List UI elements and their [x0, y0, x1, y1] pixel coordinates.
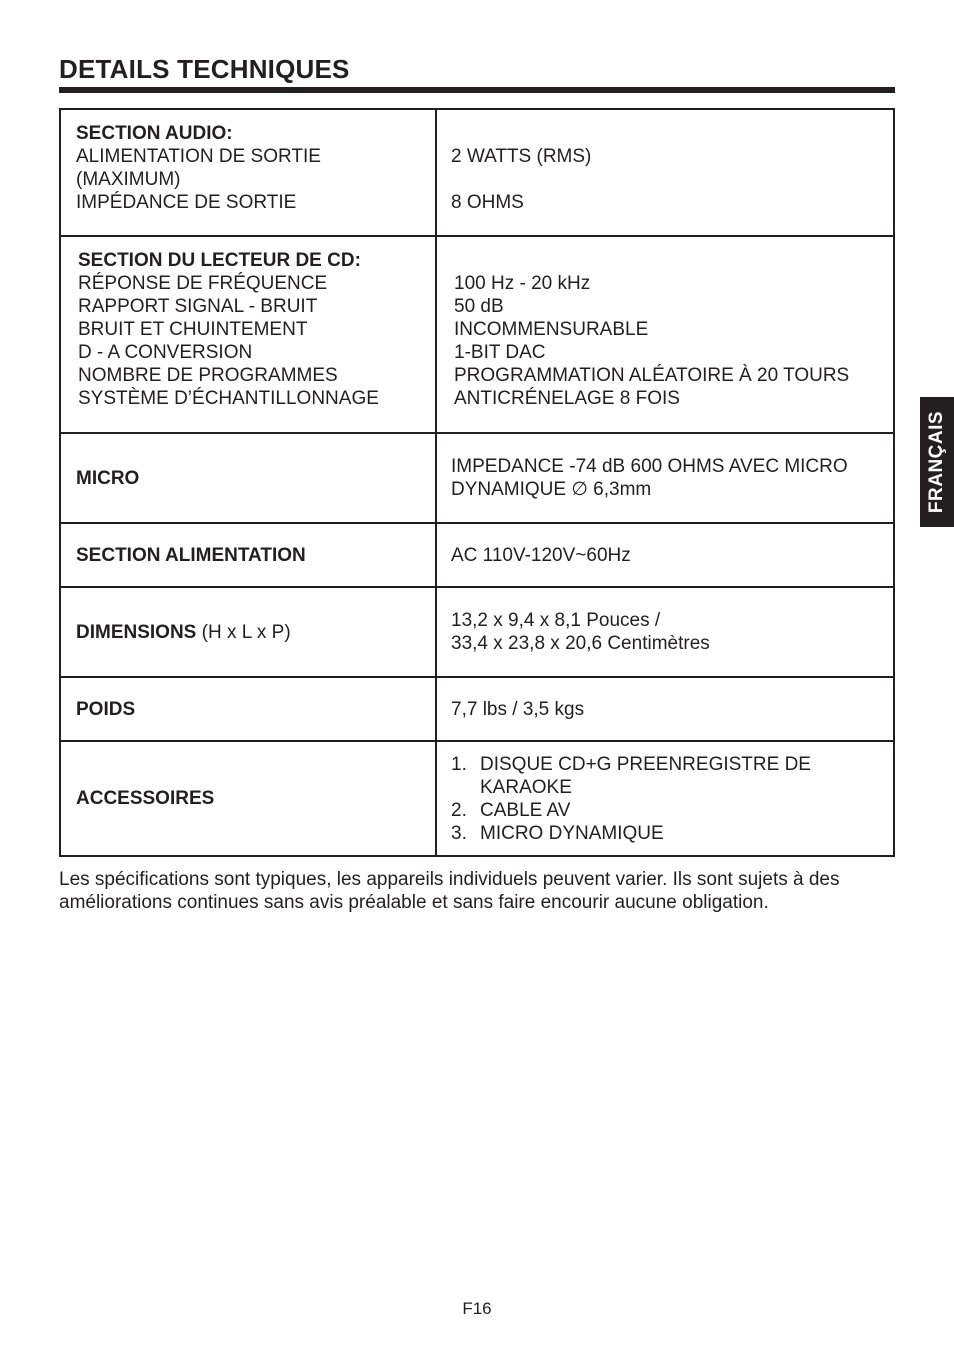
dimensions-label-suffix: (H x L x P): [196, 621, 291, 643]
cd-label: NOMBRE DE PROGRAMMES: [78, 365, 338, 386]
cd-value: PROGRAMMATION ALÉATOIRE À 20 TOURS: [454, 365, 850, 386]
accessoires-value-cell: [436, 741, 894, 856]
cd-value: 50 dB: [454, 296, 504, 317]
cd-label: RÉPONSE DE FRÉQUENCE: [78, 273, 328, 294]
list-item-text: DISQUE CD+G PREENREGISTRE DE: [480, 753, 811, 775]
list-item-text: KARAOKE: [480, 776, 572, 798]
cd-label: SYSTÈME D’ÉCHANTILLONNAGE: [78, 388, 379, 409]
title-rule: [59, 87, 895, 93]
poids-label: POIDS: [76, 698, 136, 720]
audio-value-cell: [436, 109, 894, 236]
cd-label: RAPPORT SIGNAL - BRUIT: [78, 296, 318, 317]
micro-value: DYNAMIQUE ∅ 6,3mm: [451, 479, 652, 500]
list-item-text: MICRO DYNAMIQUE: [480, 822, 664, 844]
dimensions-label: DIMENSIONS: [76, 621, 197, 643]
alimentation-label-cell: [60, 523, 436, 587]
poids-value: 7,7 lbs / 3,5 kgs: [451, 698, 585, 720]
list-item-number: 2.: [451, 799, 467, 821]
disclaimer-note: Les spécifications sont typiques, les appareils individuels peuvent varier. Ils sont sujets à des améliorations continues sans avis préalable et sans faire encourir aucune obligation.: [59, 869, 840, 913]
cd-value: 1-BIT DAC: [454, 342, 546, 363]
list-item-number: 1.: [451, 753, 467, 775]
page-number: F16: [462, 1299, 492, 1318]
audio-label: ALIMENTATION DE SORTIE: [76, 146, 321, 167]
dimensions-value: 13,2 x 9,4 x 8,1 Pouces /: [451, 610, 661, 631]
accessoires-label-cell: [60, 741, 436, 856]
dimensions-value: 33,4 x 23,8 x 20,6 Centimètres: [451, 633, 710, 654]
audio-label: IMPÉDANCE DE SORTIE: [76, 192, 297, 213]
audio-label-cell: [60, 109, 436, 236]
list-item-text: CABLE AV: [480, 799, 571, 821]
audio-value: 2 WATTS (RMS): [451, 146, 592, 167]
table-row-poids: [60, 677, 894, 741]
alimentation-value-cell: [436, 523, 894, 587]
cd-section-heading: SECTION DU LECTEUR DE CD:: [78, 250, 361, 271]
table-row-accessoires: [60, 741, 894, 856]
list-item: [451, 753, 893, 799]
micro-label: MICRO: [76, 467, 140, 489]
cd-label: BRUIT ET CHUINTEMENT: [78, 319, 308, 340]
language-side-tab-label: FRANÇAIS: [926, 410, 947, 514]
poids-value-cell: [436, 677, 894, 741]
cd-value: 100 Hz - 20 kHz: [454, 273, 591, 294]
table-row-dimensions: [60, 587, 894, 677]
table-row-cd: [60, 236, 894, 433]
language-side-tab: [920, 397, 954, 527]
dimensions-label-cell: [60, 587, 436, 677]
micro-value-cell: [436, 433, 894, 523]
accessoires-label: ACCESSOIRES: [76, 788, 215, 809]
poids-label-cell: [60, 677, 436, 741]
cd-label-cell: [60, 236, 436, 433]
page-title: DETAILS TECHNIQUES: [59, 54, 350, 84]
cd-label: D - A CONVERSION: [78, 342, 253, 363]
audio-section-heading: SECTION AUDIO:: [76, 123, 233, 144]
micro-label-cell: [60, 433, 436, 523]
table-row-alimentation: [60, 523, 894, 587]
table-row-audio: [60, 109, 894, 236]
spec-table: [59, 108, 895, 857]
cd-value: INCOMMENSURABLE: [454, 319, 649, 340]
alimentation-label: SECTION ALIMENTATION: [76, 544, 306, 566]
accessoires-list: [451, 753, 893, 845]
alimentation-value: AC 110V-120V~60Hz: [451, 544, 631, 566]
cd-value: ANTICRÉNELAGE 8 FOIS: [454, 388, 680, 409]
micro-value: IMPEDANCE -74 dB 600 OHMS AVEC MICRO: [451, 456, 848, 477]
list-item: [451, 822, 893, 845]
list-item-number: 3.: [451, 822, 467, 844]
cd-value-cell: [436, 236, 894, 433]
audio-label: (MAXIMUM): [76, 169, 181, 190]
dimensions-value-cell: [436, 587, 894, 677]
audio-value: 8 OHMS: [451, 192, 524, 213]
list-item: [451, 799, 893, 822]
table-row-micro: [60, 433, 894, 523]
